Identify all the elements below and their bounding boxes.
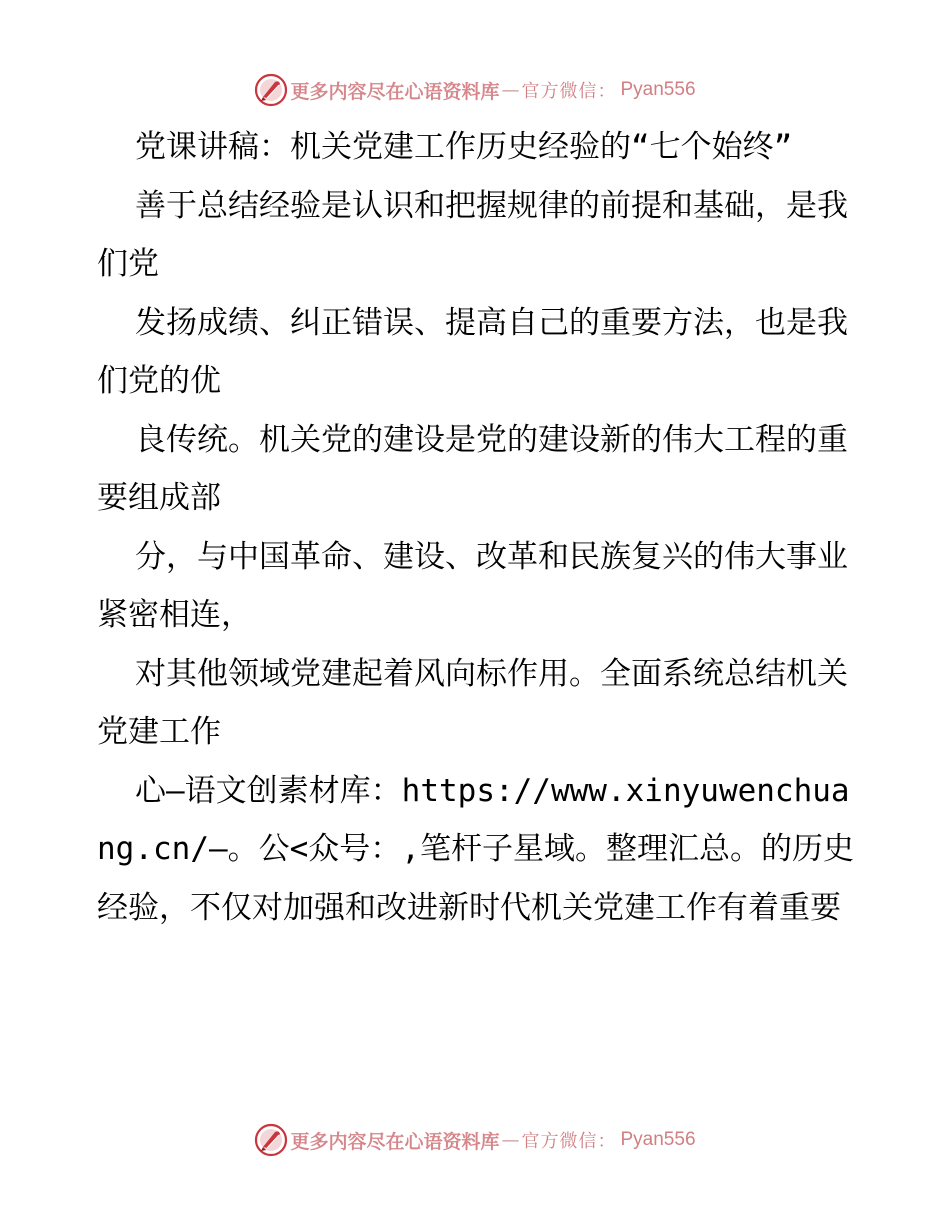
paragraph: 善于总结经验是认识和把握规律的前提和基础，是我们党 (97, 187, 848, 282)
paragraph: 对其他领域党建起着风向标作用。全面系统总结机关党建工作 (97, 655, 848, 750)
quill-pen-icon (254, 1123, 288, 1157)
header-banner[interactable] (0, 72, 950, 108)
document-body (97, 118, 857, 937)
document-title: 党课讲稿：机关党建工作历史经验的“七个始终” (135, 129, 793, 165)
header-wechat-label: 官方微信： (521, 81, 617, 102)
paragraph: 心—语文创素材库：https://www.xinyuwenchuang.cn/—。公<众号：,笔杆子星域。整理汇总。的历史经验，不仅对加强和改进新时代机关党建工作有着重要 (97, 772, 854, 926)
paragraph: 发扬成绩、纠正错误、提高自己的重要方法，也是我们党的优 (97, 304, 848, 399)
quill-pen-icon (254, 73, 288, 107)
footer-separator: — (501, 1129, 520, 1151)
footer-wechat-id: Pyan556 (620, 1129, 696, 1150)
paragraph: 良传统。机关党的建设是党的建设新的伟大工程的重要组成部 (97, 421, 848, 516)
paragraph: 分，与中国革命、建设、改革和民族复兴的伟大事业紧密相连， (97, 538, 848, 633)
footer-banner[interactable] (0, 1122, 950, 1158)
header-separator: — (501, 79, 520, 101)
header-wechat-id: Pyan556 (620, 79, 696, 100)
header-site-text: 更多内容尽在心语资料库 (290, 80, 500, 103)
footer-wechat-label: 官方微信： (521, 1131, 617, 1152)
footer-site-text: 更多内容尽在心语资料库 (290, 1130, 500, 1153)
